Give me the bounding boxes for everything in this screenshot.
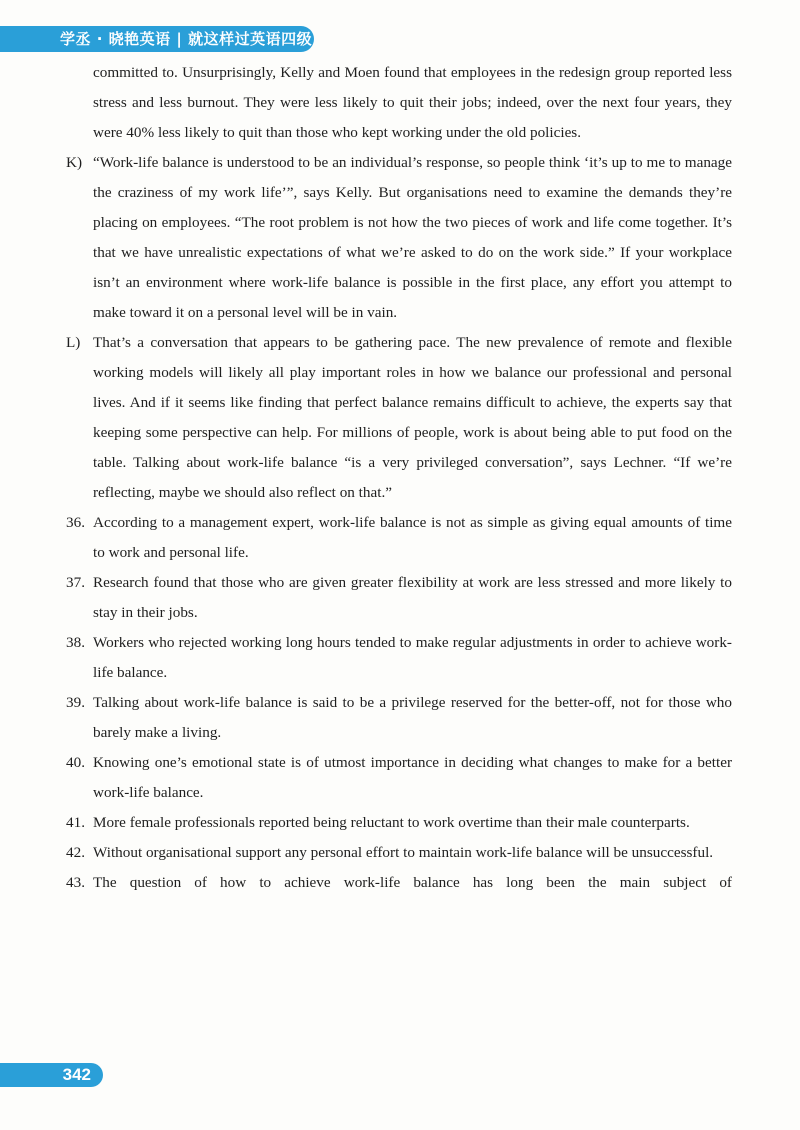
question-40: [66, 748, 732, 808]
question-text: Talking about work-life balance is said to be a privilege reserved for the better-off, not for those who barely make a living.: [93, 694, 732, 741]
paragraph-text: “Work-life balance is understood to be an individual’s response, so people think ‘it’s up to me to manage the craziness of my work life’”, says Kelly. But organisations need to examine the demands they’re placing on employees. “The root problem is not how the two pieces of work and life come together. It’s that we have unrealistic expectations of what we’re asked to do on the work side.” If your workplace isn’t an environment where work-life balance is possible in the first place, any effort you attempt to make toward it on a personal level will be in vain.: [93, 154, 732, 321]
question-text: Workers who rejected working long hours tended to make regular adjustments in order to achieve work-life balance.: [93, 634, 732, 681]
question-36: [66, 508, 732, 568]
question-text: Without organisational support any personal effort to maintain work-life balance will be unsuccessful.: [93, 844, 714, 861]
question-number: 43.: [66, 874, 85, 891]
question-38: [66, 628, 732, 688]
question-text: Research found that those who are given greater flexibility at work are less stressed and more likely to stay in their jobs.: [93, 574, 732, 621]
question-text: Knowing one’s emotional state is of utmost importance in deciding what changes to make for a better work-life balance.: [93, 754, 732, 801]
paragraph-text: That’s a conversation that appears to be gathering pace. The new prevalence of remote and flexible working models will likely all play important roles in how we balance our professional and personal lives. And if it seems like finding that perfect balance remains difficult to achieve, the experts say that keeping some perspective can help. For millions of people, work is about being able to put food on the table. Talking about work-life balance “is a very privileged conversation”, says Lechner. “If we’re reflecting, maybe we should also reflect on that.”: [93, 334, 732, 501]
question-number: 36.: [66, 514, 85, 531]
question-text: According to a management expert, work-life balance is not as simple as giving equal amounts of time to work and personal life.: [93, 514, 732, 561]
paragraph-label: L): [66, 334, 81, 351]
paragraph-k: [66, 148, 732, 328]
question-number: 40.: [66, 754, 85, 771]
paragraph-l: [66, 328, 732, 508]
question-37: [66, 568, 732, 628]
question-number: 37.: [66, 574, 85, 591]
question-number: 41.: [66, 814, 85, 831]
question-41: [66, 808, 732, 838]
page-number: 342: [0, 1063, 103, 1087]
paragraph-label: K): [66, 154, 83, 171]
question-number: 39.: [66, 694, 85, 711]
question-42: [66, 838, 732, 868]
question-text: More female professionals reported being reluctant to work overtime than their male counterparts.: [93, 814, 690, 831]
question-text: The question of how to achieve work-life balance has long been the main subject of: [93, 874, 732, 891]
continuation-paragraph: committed to. Unsurprisingly, Kelly and Moen found that employees in the redesign group reported less stress and less burnout. They were less likely to quit their jobs; indeed, over the next four years, they were 40% less likely to quit than those who kept working under the old policies.: [93, 64, 732, 141]
question-number: 38.: [66, 634, 85, 651]
question-number: 42.: [66, 844, 85, 861]
running-header: 学丞 · 晓艳英语 | 就这样过英语四级: [0, 26, 314, 52]
question-39: [66, 688, 732, 748]
question-43: [66, 868, 732, 898]
page-content: [66, 58, 732, 898]
